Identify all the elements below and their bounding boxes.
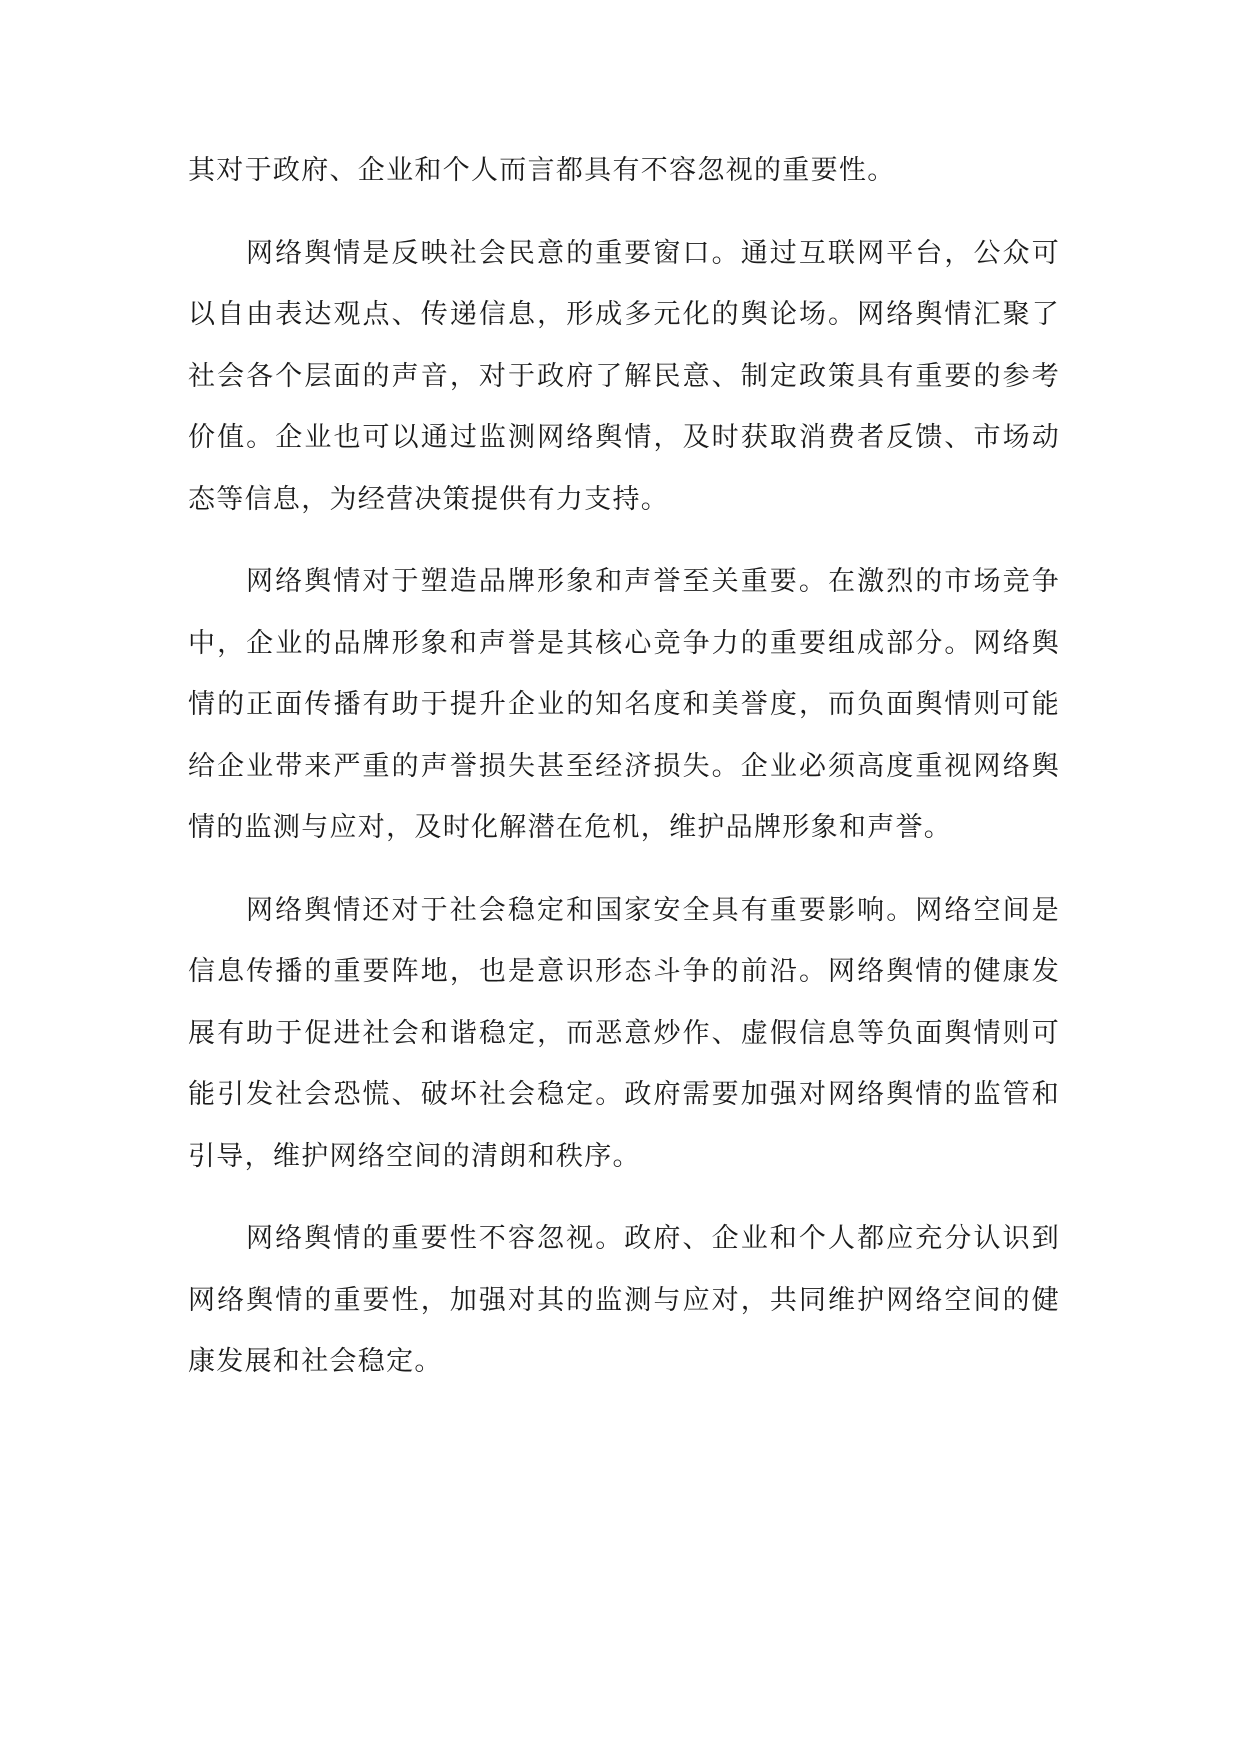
paragraph-continuation: 其对于政府、企业和个人而言都具有不容忽视的重要性。 — [188, 155, 896, 186]
paragraph-conclusion: 网络舆情的重要性不容忽视。政府、企业和个人都应充分认识到网络舆情的重要性，加强对其的监测与应对，共同维护网络空间的健康发展和社会稳定。 — [188, 1223, 1060, 1377]
paragraph-public-opinion-window: 网络舆情是反映社会民意的重要窗口。通过互联网平台，公众可以自由表达观点、传递信息，形成多元化的舆论场。网络舆情汇聚了社会各个层面的声音，对于政府了解民意、制定政策具有重要的参考价值。企业也可以通过监测网络舆情，及时获取消费者反馈、市场动态等信息，为经营决策提供有力支持。 — [188, 237, 1060, 515]
paragraph-brand-image: 网络舆情对于塑造品牌形象和声誉至关重要。在激烈的市场竞争中，企业的品牌形象和声誉是其核心竞争力的重要组成部分。网络舆情的正面传播有助于提升企业的知名度和美誉度，而负面舆情则可能给企业带来严重的声誉损失甚至经济损失。企业必须高度重视网络舆情的监测与应对，及时化解潜在危机，维护品牌形象和声誉。 — [188, 566, 1060, 843]
paragraph-social-stability: 网络舆情还对于社会稳定和国家安全具有重要影响。网络空间是信息传播的重要阵地，也是意识形态斗争的前沿。网络舆情的健康发展有助于促进社会和谐稳定，而恶意炒作、虚假信息等负面舆情则可能引发社会恐慌、破坏社会稳定。政府需要加强对网络舆情的监管和引导，维护网络空间的清朗和秩序。 — [188, 894, 1060, 1172]
document-page — [188, 140, 1060, 1414]
